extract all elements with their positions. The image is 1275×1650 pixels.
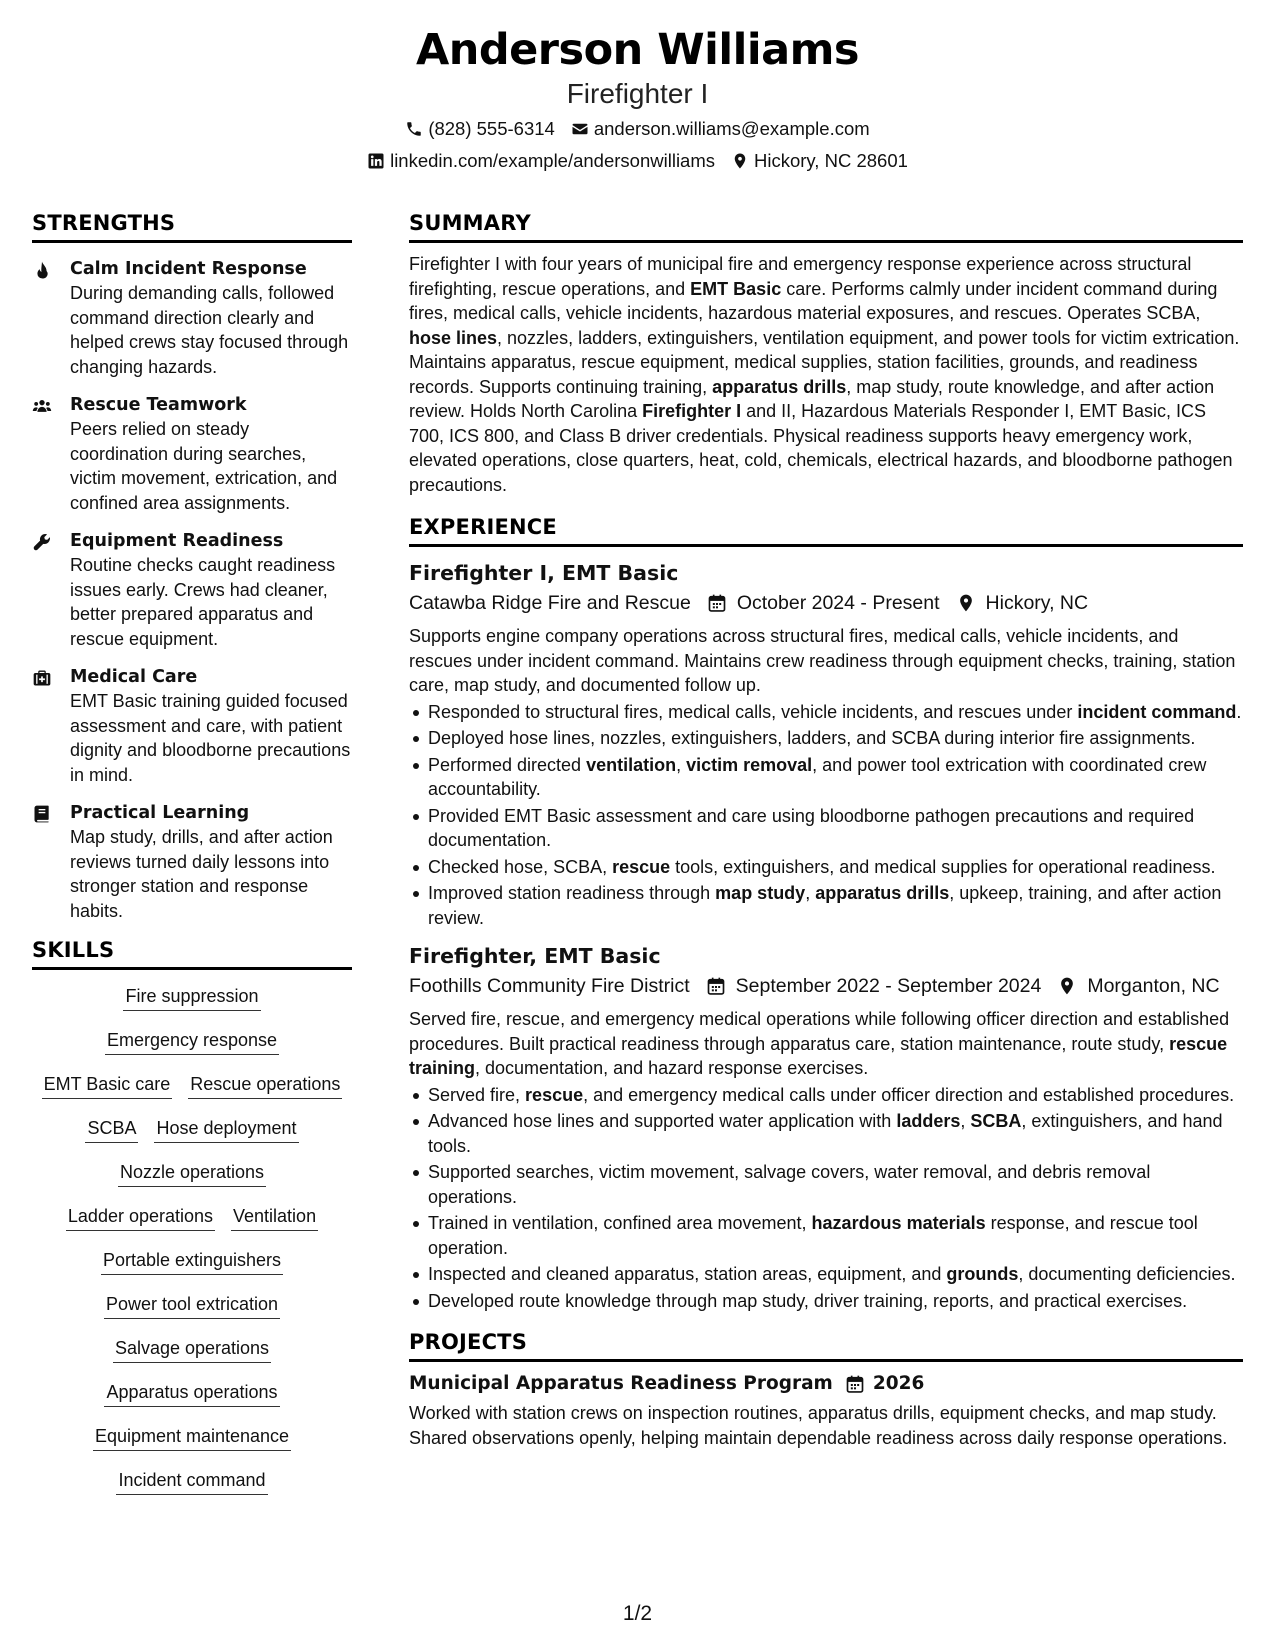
summary-text: Firefighter I with four years of municipal fire and emergency response experience across structural firefighting, rescue operations, and EMT Basic care. Performs calmly under incident command during fires, medical calls, vehicle incidents, hazardous material exposures, and rescues. Operates SCBA, hose lines, nozzles, ladders, extinguishers, ventilation equipment, and power tools for victim extrication. Maintains apparatus, rescue equipment, medical supplies, station facilities, grounds, and readiness records. Supports continuing training, apparatus drills, map study, route knowledge, and after action review. Holds North Carolina Firefighter I and II, Hazardous Materials Responder I, EMT Basic, ICS 700, ICS 800, and Class B driver credentials. Physical readiness supports heavy emergency work, elevated operations, close quarters, heat, cold, chemicals, electrical hazards, and bloodborne pathogen precautions.	[409, 254, 1240, 495]
right-column	[409, 210, 1243, 1450]
skill-tag: Equipment maintenance	[93, 1424, 291, 1451]
projects-list	[409, 1370, 1243, 1450]
skill-tag: Ventilation	[231, 1204, 318, 1231]
emphasis-text: hose lines	[409, 327, 498, 348]
skill-row	[32, 1028, 352, 1055]
skill-tag: EMT Basic care	[42, 1072, 173, 1099]
job-title: Firefighter I, EMT Basic	[409, 561, 679, 585]
emphasis-text: hazardous materials	[811, 1213, 986, 1233]
strength-body	[70, 393, 352, 515]
summary-heading: SUMMARY	[409, 210, 1243, 243]
skill-tag: Portable extinguishers	[101, 1248, 283, 1275]
phone-icon	[405, 120, 423, 138]
bullet-item: Responded to structural fires, medical calls, vehicle incidents, and rescues under incident command.	[409, 700, 1243, 725]
strength-item	[32, 665, 352, 787]
bullet-item: Supported searches, victim movement, salvage covers, water removal, and debris removal operations.	[409, 1160, 1243, 1209]
wrench-icon	[32, 529, 70, 651]
strengths-list	[32, 257, 352, 923]
contact-linkedin[interactable]	[367, 145, 715, 177]
bullet-item: Provided EMT Basic assessment and care using bloodborne pathogen precautions and required documentation.	[409, 804, 1243, 853]
fire-icon	[32, 257, 70, 379]
bullet-item: Deployed hose lines, nozzles, extinguishers, ladders, and SCBA during interior fire assignments.	[409, 726, 1243, 751]
experience-heading: EXPERIENCE	[409, 514, 1243, 547]
bullet-item: Inspected and cleaned apparatus, station areas, equipment, and grounds, documenting deficiencies.	[409, 1262, 1243, 1287]
medical-kit-icon	[32, 665, 70, 787]
map-pin-icon	[731, 152, 749, 170]
strength-description: Map study, drills, and after action reviews turned daily lessons into stronger station and response habits.	[70, 827, 333, 921]
calendar-icon	[706, 976, 726, 996]
resume-header	[0, 0, 1275, 177]
page-number: 1/2	[622, 1602, 653, 1625]
skill-row	[32, 1292, 352, 1319]
strength-title: Rescue Teamwork	[70, 395, 247, 415]
skill-row	[32, 1204, 352, 1231]
job-dates: September 2022 - September 2024	[735, 975, 1042, 997]
strength-description: EMT Basic training guided focused assessment and care, with patient dignity and bloodborne precautions in mind.	[70, 691, 351, 785]
project-title-row	[409, 1370, 1243, 1398]
strength-item	[32, 257, 352, 379]
job-location: Morganton, NC	[1087, 975, 1220, 997]
skill-row	[32, 1248, 352, 1275]
skill-tag: Power tool extrication	[104, 1292, 280, 1319]
strength-title: Equipment Readiness	[70, 531, 284, 551]
bullet-item: Performed directed ventilation, victim removal, and power tool extrication with coordinated crew accountability.	[409, 753, 1243, 802]
map-pin-icon	[1057, 976, 1077, 996]
skill-row	[32, 1160, 352, 1187]
linkedin-text: linkedin.com/example/andersonwilliams	[390, 150, 716, 171]
users-icon	[32, 393, 70, 515]
project-description: Worked with station crews on inspection routines, apparatus drills, equipment checks, and map study. Shared observations openly, helping maintain dependable readiness across daily response operations.	[409, 1403, 1228, 1448]
job-bullets	[409, 1083, 1243, 1314]
skill-tag: Apparatus operations	[104, 1380, 279, 1407]
contact-location	[731, 145, 908, 177]
skill-row	[32, 1116, 352, 1143]
skill-row	[32, 1468, 352, 1495]
phone-text: (828) 555-6314	[428, 118, 555, 139]
skill-tag: Ladder operations	[66, 1204, 215, 1231]
skill-tag: Hose deployment	[154, 1116, 298, 1143]
emphasis-text: ventilation	[586, 754, 677, 775]
skill-row	[32, 1380, 352, 1407]
skill-tag: Rescue operations	[188, 1072, 342, 1099]
calendar-icon	[845, 1374, 865, 1394]
skill-tag: Emergency response	[105, 1028, 279, 1055]
calendar-icon	[707, 593, 727, 613]
map-pin-icon	[956, 593, 976, 613]
strength-title: Medical Care	[70, 667, 198, 687]
emphasis-text: apparatus drills	[815, 883, 950, 903]
strength-body	[70, 529, 352, 651]
emphasis-text: rescue training	[409, 1033, 1228, 1078]
experience-list	[409, 559, 1243, 1313]
strength-title: Calm Incident Response	[70, 259, 307, 279]
bullet-item: Checked hose, SCBA, rescue tools, extinguishers, and medical supplies for operational readiness.	[409, 855, 1243, 880]
project-year: 2026	[872, 1373, 925, 1394]
skill-tag: Incident command	[116, 1468, 267, 1495]
contact-row-secondary	[0, 145, 1275, 177]
job-company: Foothills Community Fire District	[409, 975, 690, 997]
candidate-name: Anderson Williams	[415, 25, 860, 75]
emphasis-text: rescue	[525, 1084, 584, 1105]
strength-description: During demanding calls, followed command direction clearly and helped crews stay focused through changing hazards.	[70, 283, 349, 377]
bullet-item: Developed route knowledge through map study, driver training, reports, and practical exercises.	[409, 1289, 1243, 1314]
emphasis-text: SCBA	[970, 1111, 1022, 1131]
candidate-title: Firefighter I	[566, 78, 709, 109]
location-text: Hickory, NC 28601	[754, 150, 908, 171]
bullet-item: Served fire, rescue, and emergency medical calls under officer direction and established procedures.	[409, 1083, 1243, 1108]
linkedin-icon	[367, 152, 385, 170]
strength-item	[32, 529, 352, 651]
bullet-item: Improved station readiness through map study, apparatus drills, upkeep, training, and after action review.	[409, 881, 1243, 930]
emphasis-text: rescue	[612, 856, 671, 877]
job-bullets	[409, 700, 1243, 931]
contact-email[interactable]	[571, 113, 870, 145]
job-title: Firefighter, EMT Basic	[409, 944, 661, 968]
bullet-item: Advanced hose lines and supported water application with ladders, SCBA, extinguishers, and hand tools.	[409, 1109, 1243, 1158]
email-text: anderson.williams@example.com	[593, 118, 870, 139]
bullet-item: Trained in ventilation, confined area movement, hazardous materials response, and rescue tool operation.	[409, 1211, 1243, 1260]
strength-item	[32, 393, 352, 515]
skill-row	[32, 1336, 352, 1363]
skill-tag: Salvage operations	[113, 1336, 271, 1363]
emphasis-text: apparatus drills	[712, 376, 847, 397]
skill-tag: Nozzle operations	[118, 1160, 266, 1187]
job-entry	[409, 942, 1243, 1313]
left-column	[32, 210, 352, 1512]
job-meta	[409, 971, 1243, 1001]
job-company: Catawba Ridge Fire and Rescue	[409, 592, 691, 614]
emphasis-text: victim removal	[686, 754, 813, 775]
skill-tag: SCBA	[85, 1116, 138, 1143]
job-description: Supports engine company operations across structural fires, medical calls, vehicle incidents, and rescues under incident command. Maintains crew readiness through equipment checks, training, station care, map study, and documented follow up.	[409, 626, 1236, 695]
skill-tag: Fire suppression	[123, 984, 260, 1011]
strength-item	[32, 801, 352, 923]
envelope-icon	[571, 120, 589, 138]
job-dates: October 2024 - Present	[736, 592, 940, 614]
job-location: Hickory, NC	[985, 592, 1089, 614]
skill-row	[32, 1424, 352, 1451]
emphasis-text: incident command	[1077, 701, 1237, 722]
emphasis-text: map study	[715, 883, 806, 903]
strength-body	[70, 801, 352, 923]
strength-title: Practical Learning	[70, 803, 250, 823]
strength-body	[70, 257, 352, 379]
strengths-heading: STRENGTHS	[32, 210, 352, 243]
project-title: Municipal Apparatus Readiness Program	[409, 1373, 833, 1394]
strength-description: Peers relied on steady coordination during searches, victim movement, extrication, and confined area assignments.	[70, 419, 338, 513]
job-entry	[409, 559, 1243, 930]
strength-body	[70, 665, 352, 787]
job-description: Served fire, rescue, and emergency medical operations while following officer direction and established procedures. Built practical readiness through apparatus care, station maintenance, route study, rescue training, documentation, and hazard response exercises.	[409, 1009, 1230, 1078]
skill-row	[32, 1072, 352, 1099]
emphasis-text: ladders	[896, 1111, 961, 1131]
emphasis-text: EMT Basic	[690, 278, 782, 299]
emphasis-text: grounds	[946, 1264, 1019, 1284]
projects-heading: PROJECTS	[409, 1329, 1243, 1362]
contact-phone[interactable]	[405, 113, 555, 145]
strength-description: Routine checks caught readiness issues early. Crews had cleaner, better prepared apparatus and rescue equipment.	[70, 555, 336, 649]
book-icon	[32, 801, 70, 923]
contact-row-primary	[0, 113, 1275, 145]
skill-row	[32, 984, 352, 1011]
skills-heading: SKILLS	[32, 937, 352, 970]
emphasis-text: Firefighter I	[642, 401, 742, 421]
skills-list	[32, 984, 352, 1495]
job-meta	[409, 588, 1243, 618]
